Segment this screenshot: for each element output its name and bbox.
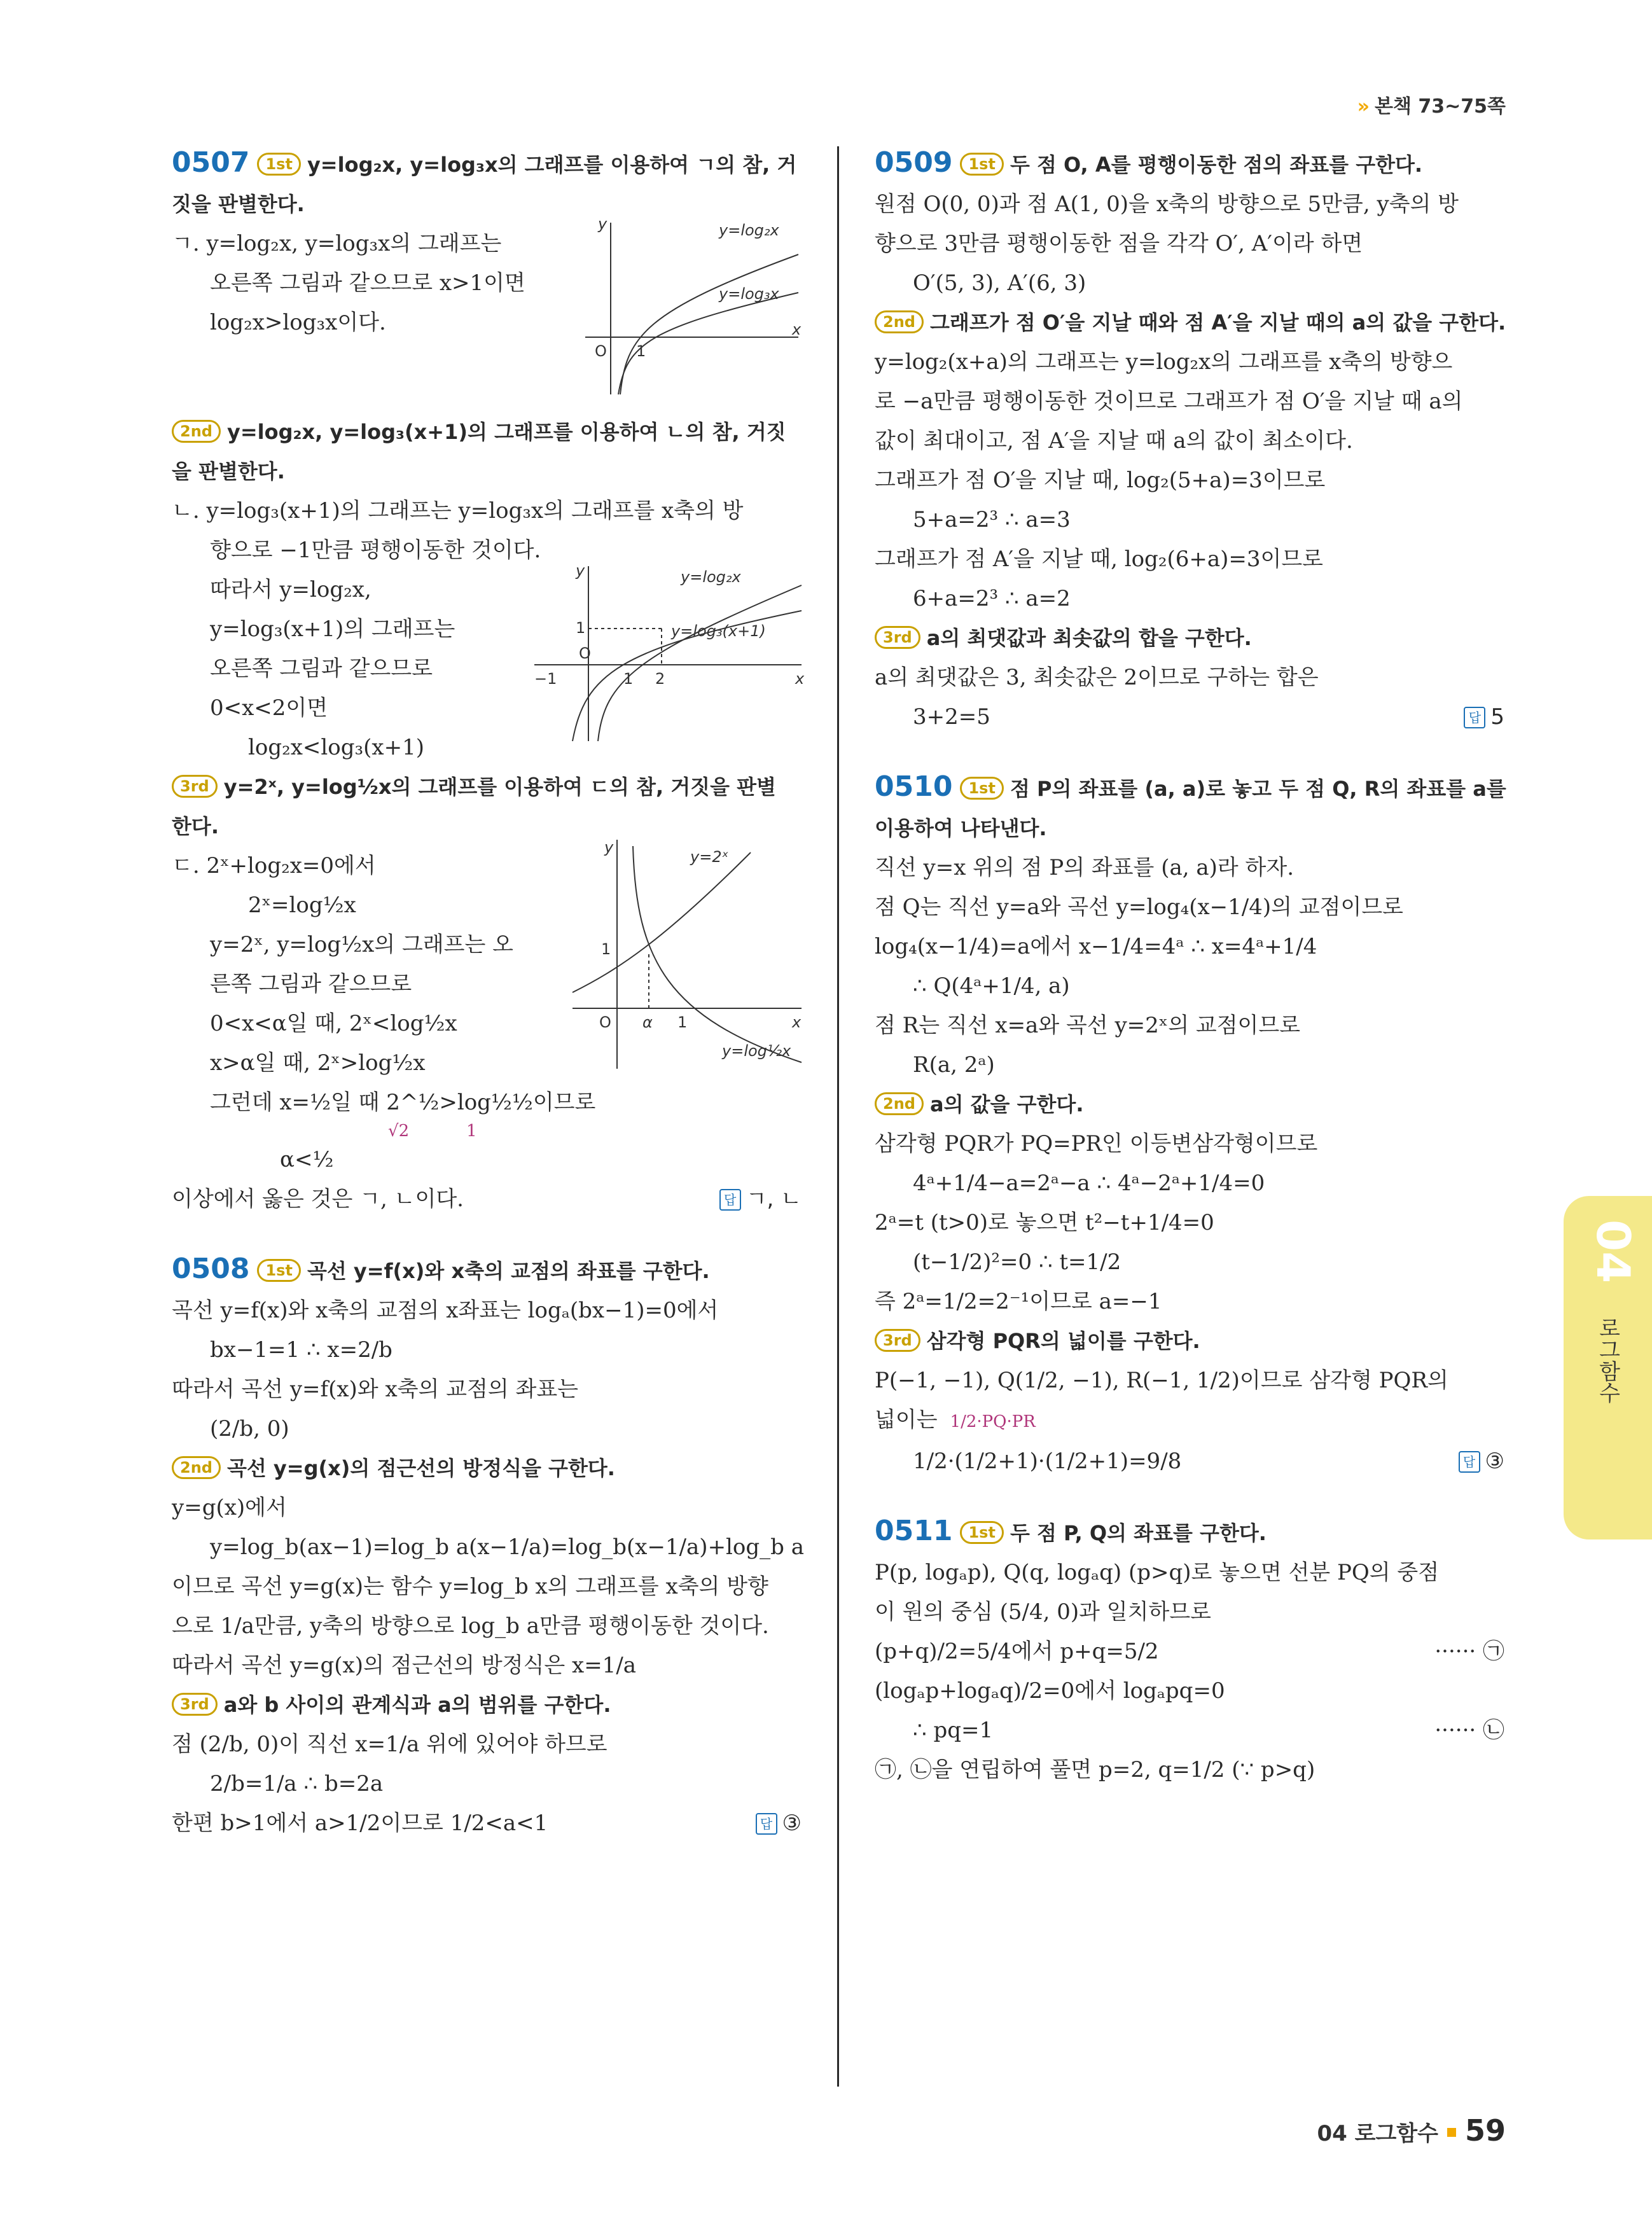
svg-text:1: 1 (576, 619, 586, 637)
problem-0510: 0510 1st 점 P의 좌표를 (a, a)로 놓고 두 점 Q, R의 좌표를 a를 이용하여 나타낸다. 직선 y=x 위의 점 P의 좌표를 (a, a)라 하자. 점 Q는 직선 y=a와 곡선 y=log₄(x−1/4)의 교점이므로 log₄(x−1/4)=a에서 x−1/4=4ᵃ ∴ x=4ᵃ+1/4 ∴ Q(4ᵃ+1/4, a) 점 R는 직선 x=a와 곡선 y=2ˣ의 교점이므로 R(a, 2ᵃ) 2nd a의 값을 구한다. 삼각형 PQR가 PQ=PR인 이등변삼각형이므로 4ᵃ+1/4−a=2ᵃ−a ∴ 4ᵃ−2ᵃ+1/4=0 2ᵃ=t (t>0)로 놓으면 t²−t+1/4=0 (t−1/2)²=0 ∴ t=1/2 즉 2ᵃ=1/2=2⁻¹이므로 a=−1 3rd 삼각형 PQR의 넓이를 구한다. P(−1, −1), Q(1/2, −1), R(−1, 1/2)이므로 삼각형 PQR의 넓이는 1/2·PQ·PR 1/2·(1/2+1)·(1/2+1)=9/8 답 ③ (875, 767, 1504, 1481)
page-footer (1317, 2113, 1506, 2148)
step-tag: 1st (960, 153, 1003, 176)
problem-number: 0508 (172, 1253, 250, 1285)
graph-log2-log3-shift (528, 560, 808, 744)
svg-text:x: x (795, 670, 805, 688)
step-tag: 3rd (172, 1693, 218, 1716)
right-column (875, 143, 1504, 1790)
svg-text:y: y (598, 215, 607, 233)
step-tag: 2nd (875, 310, 924, 333)
svg-text:y=log₃x: y=log₃x (719, 285, 779, 303)
step-tag: 1st (257, 153, 300, 176)
answer-icon: 답 (1464, 707, 1485, 728)
textbook-reference: » 본책 73~75쪽 (1357, 95, 1506, 118)
answer: 답 ㄱ, ㄴ (719, 1179, 802, 1219)
page-number: 59 (1464, 2113, 1506, 2148)
chapter-side-tab (1564, 1196, 1652, 1539)
problem-0511: 0511 1st 두 점 P, Q의 좌표를 구한다. P(p, logₐp), Q(q, logₐq) (p>q)로 놓으면 선분 PQ의 중점 이 원의 중심 (5/4, 0)과 일치하므로 (p+q)/2=5/4에서 p+q=5/2 ······ ㉠ (logₐp+logₐq)/2=0에서 logₐpq=0 ∴ pq=1 ······ ㉡ ㉠, ㉡을 연립하여 풀면 p=2, q=1/2 (∵ p>q) (875, 1515, 1504, 1783)
svg-text:O: O (579, 644, 591, 662)
column-divider (837, 146, 839, 2087)
answer-icon: 답 (719, 1189, 741, 1211)
svg-text:x: x (792, 321, 802, 338)
step-tag: 2nd (875, 1092, 924, 1115)
chapter-label: 로그함수 (1595, 1317, 1620, 1403)
svg-text:1: 1 (601, 940, 611, 958)
step-tag: 1st (960, 777, 1003, 800)
answer: 답 ③ (756, 1804, 802, 1843)
step-tag: 2nd (172, 420, 221, 443)
svg-text:y: y (604, 838, 614, 856)
chapter-number: 04 (1586, 1220, 1640, 1284)
graph-log2-log3 (573, 210, 808, 401)
svg-text:1: 1 (623, 670, 634, 688)
svg-text:O: O (595, 342, 607, 360)
svg-text:y=log₂x: y=log₂x (681, 568, 741, 586)
step-tag: 3rd (875, 1329, 920, 1352)
svg-text:2: 2 (655, 670, 665, 688)
svg-text:O: O (599, 1013, 611, 1031)
bullet-square-icon (1447, 2128, 1456, 2137)
svg-text:−1: −1 (534, 670, 557, 688)
answer: 답 ③ (1459, 1442, 1504, 1481)
answer-icon: 답 (756, 1813, 777, 1835)
answer-icon: 답 (1459, 1451, 1480, 1473)
svg-text:y: y (576, 562, 585, 580)
problem-0509: 0509 1st 두 점 O, A를 평행이동한 점의 좌표를 구한다. 원점 O(0, 0)과 점 A(1, 0)을 x축의 방향으로 5만큼, y축의 방 향으로 3만큼 평행이동한 점을 각각 O′, A′이라 하면 O′(5, 3), A′(6, 3) 2nd 그래프가 점 O′을 지날 때와 점 A′을 지날 때의 a의 값을 구한다. y=log₂(x+a)의 그래프는 y=log₂x의 그래프를 x축의 방향으 로 −a만큼 평행이동한 것이므로 그래프가 점 O′을 지날 때 a의 값이 최대이고, 점 A′을 지날 때 a의 값이 최소이다. 그래프가 점 O′을 지날 때, log₂(5+a)=3이므로 5+a=2³ ∴ a=3 그래프가 점 A′을 지날 때, log₂(6+a)=3이므로 6+a=2³ ∴ a=2 3rd a의 최댓값과 최솟값의 합을 구한다. a의 최댓값은 3, 최솟값은 2이므로 구하는 합은 3+2=5 답 5 (875, 143, 1504, 737)
svg-text:x: x (792, 1013, 802, 1031)
svg-text:α: α (642, 1013, 653, 1031)
step-tag: 3rd (875, 626, 920, 649)
answer: 답 5 (1464, 697, 1504, 737)
step-tag: 1st (257, 1259, 300, 1282)
svg-text:y=log½x: y=log½x (722, 1042, 791, 1060)
double-chevron-icon: » (1357, 95, 1370, 118)
problem-number: 0510 (875, 770, 953, 803)
problem-number: 0509 (875, 146, 953, 179)
problem-number: 0511 (875, 1515, 953, 1547)
svg-text:y=log₂x: y=log₂x (719, 221, 779, 239)
problem-number: 0507 (172, 146, 250, 179)
footer-section: 04 로그함수 (1317, 2121, 1438, 2146)
graph-exp-log-half (566, 833, 808, 1075)
svg-text:1: 1 (636, 342, 646, 360)
step-tag: 3rd (172, 775, 218, 798)
step-tag: 1st (960, 1521, 1003, 1544)
problem-0508: 0508 1st 곡선 y=f(x)와 x축의 교점의 좌표를 구한다. 곡선 y=f(x)와 x축의 교점의 x좌표는 logₐ(bx−1)=0에서 bx−1=1 ∴ x=2/b 따라서 곡선 y=f(x)와 x축의 교점의 좌표는 (2/b, 0) 2nd 곡선 y=g(x)의 점근선의 방정식을 구한다. y=g(x)에서 y=log_b(ax−1)=log_b a(x−1/a)=log_b(x−1/a)+log_b a 이므로 곡선 y=g(x)는 함수 y=log_b x의 그래프를 x축의 방향 으로 1/a만큼, y축의 방향으로 log_b a만큼 평행이동한 것이다. 따라서 곡선 y=g(x)의 점근선의 방정식은 x=1/a 3rd a와 b 사이의 관계식과 a의 범위를 구한다. 점 (2/b, 0)이 직선 x=1/a 위에 있어야 하므로 2/b=1/a ∴ b=2a 한편 b>1에서 a>1/2이므로 1/2<a<1 답 ③ (172, 1249, 802, 1843)
svg-text:y=log₃(x+1): y=log₃(x+1) (671, 622, 766, 640)
problem-0507: 0507 1st y=log₂x, y=log₃x의 그래프를 이용하여 ㄱ의 참, 거 짓을 판별한다. ㄱ. y=log₂x, y=log₃x의 그래프는 오른쪽 그림과 같으므로 x>1이면 log₂x>log₃x이다. 2nd y=log₂x, y=log₃(x+1)의 그래프를 이용하여 ㄴ의 참, 거짓 을 판별한다. ㄴ. y=log₃(x+1)의 그래프는 y=log₃x의 그래프를 x축의 방 향으로 −1만큼 평행이동한 것이다. 따라서 y=log₂x, y=log₃(x+1)의 그래프는 오른쪽 그림과 같으므로 0<x<2이면 log₂x<log₃(x+1) 3rd y=2ˣ, y=log½x의 그래프를 이용하여 ㄷ의 참, 거짓을 판별 한다. ㄷ. 2ˣ+log₂x=0에서 2ˣ=log½x y=2ˣ, y=log½x의 그래프는 오 른쪽 그림과 같으므로 0<x<α일 때, 2ˣ<log½x x>α일 때, 2ˣ>log½x 그런데 x=½일 때 2^½>log½½이므로 √2 1 α<½ 이상에서 옳은 것은 ㄱ, ㄴ이다. 답 ㄱ, ㄴ (172, 143, 802, 1219)
svg-text:y=2ˣ: y=2ˣ (690, 848, 729, 866)
svg-text:1: 1 (677, 1013, 688, 1031)
step-tag: 2nd (172, 1456, 221, 1479)
